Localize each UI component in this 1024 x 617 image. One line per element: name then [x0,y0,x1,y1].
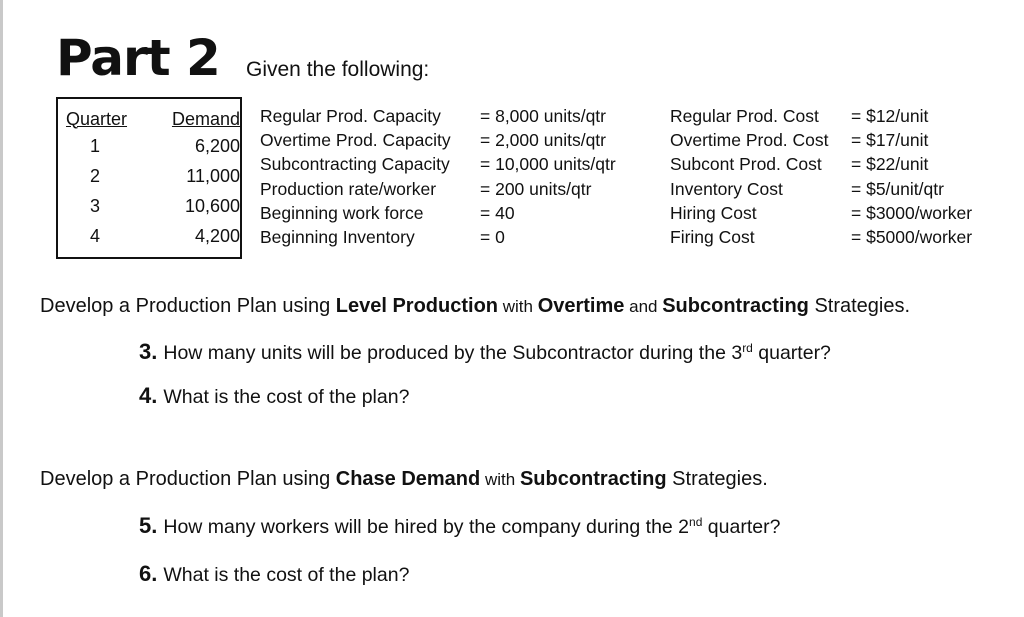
strategy-text: Develop a Production Plan using [40,295,336,317]
question-superscript: nd [689,515,703,529]
capacity-labels [260,104,451,249]
param-value: = $5000/worker [851,226,973,247]
table-row [66,161,240,191]
param-label: Regular Prod. Cost [670,106,819,126]
param-label: Subcontracting Capacity [260,154,450,175]
strategy-bold: Chase Demand [335,468,481,490]
question-3 [139,339,831,365]
param-label: Firing Cost [670,226,755,247]
page-left-edge [0,0,3,617]
strategy-bold: Overtime [537,295,625,317]
table-row [66,221,240,251]
given-intro: Given the following: [246,58,430,81]
question-number: 3. [139,339,158,364]
demand-cell: 11,000 [186,165,240,186]
quarter-cell: 4 [90,225,101,246]
strategy-chase-demand [40,468,768,491]
demand-header: Demand [171,108,240,129]
demand-cell: 10,600 [184,195,240,216]
param-value: = 2,000 units/qtr [480,130,606,151]
quarter-cell: 1 [90,135,101,156]
param-label: Overtime Prod. Cost [670,130,829,151]
question-superscript: rd [742,341,753,355]
question-text: What is the cost of the plan? [163,386,410,408]
param-label: Subcont Prod. Cost [670,154,822,175]
param-value: = 10,000 units/qtr [480,154,616,175]
param-label: Regular Prod. Capacity [260,106,441,126]
demand-cell: 4,200 [194,225,240,246]
strategy-text: Strategies. [666,468,768,490]
demand-table [66,107,240,251]
strategy-text: with [498,297,538,316]
cost-labels [670,104,829,249]
param-value: = $5/unit/qtr [851,178,944,199]
strategy-text: Strategies. [808,295,911,317]
param-value: = 40 [480,202,515,223]
part-title: Part 2 [56,29,220,87]
quarter-header: Quarter [66,108,128,129]
question-text: How many units will be produced by the Subcontractor during the 3 [163,342,743,364]
param-label: Beginning Inventory [260,226,415,247]
param-label: Production rate/worker [260,178,437,199]
question-text: quarter? [702,516,781,538]
question-5 [139,513,780,539]
param-value: = 8,000 units/qtr [480,106,606,126]
capacity-values [480,104,616,249]
param-value: = 0 [480,226,505,247]
question-number: 5. [139,513,158,538]
table-row [66,191,240,221]
strategy-bold: Subcontracting [519,468,667,490]
strategy-text: and [624,297,663,316]
strategy-text: with [480,470,520,489]
question-4 [139,383,409,409]
strategy-level-production [40,295,910,318]
param-label: Beginning work force [260,202,424,223]
param-label: Overtime Prod. Capacity [260,130,451,151]
demand-table-box [56,97,242,259]
demand-cell: 6,200 [194,135,240,156]
param-label: Hiring Cost [670,202,757,223]
param-value: = $3000/worker [851,202,973,223]
table-row [66,131,240,161]
demand-table-header [66,107,240,131]
param-value: = $22/unit [851,154,929,175]
strategy-text: Develop a Production Plan using [40,468,336,490]
question-text: What is the cost of the plan? [163,564,410,586]
question-6 [139,561,409,587]
strategy-bold: Level Production [335,295,498,317]
strategy-bold: Subcontracting [662,295,809,317]
quarter-cell: 3 [90,195,101,216]
question-text: How many workers will be hired by the company during the 2 [163,516,690,538]
param-label: Inventory Cost [670,178,783,199]
question-number: 6. [139,561,158,586]
question-number: 4. [139,383,158,408]
param-value: = $17/unit [851,130,929,151]
quarter-cell: 2 [90,165,101,186]
cost-values [851,104,972,249]
param-value: = $12/unit [851,106,929,126]
question-text: quarter? [752,342,831,364]
param-value: = 200 units/qtr [480,178,592,199]
